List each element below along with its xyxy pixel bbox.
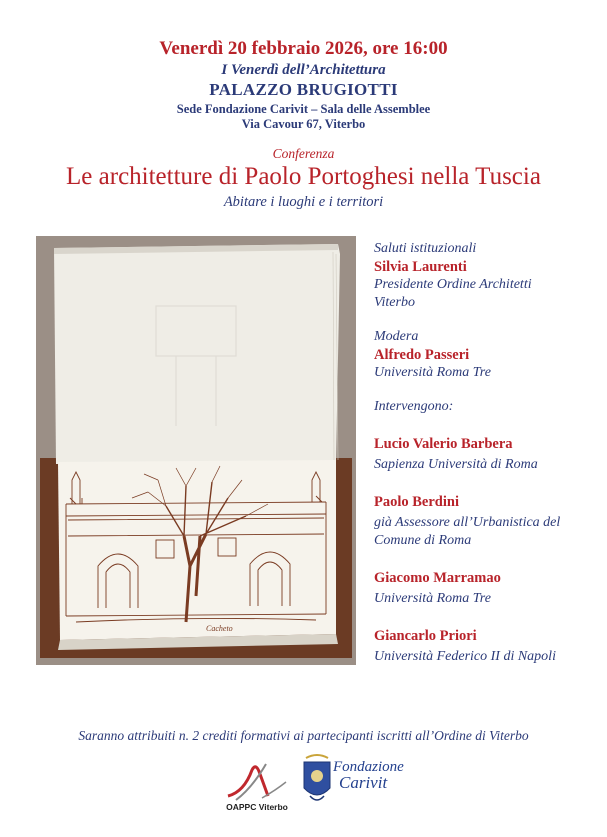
speaker-name: Giancarlo Priori — [374, 628, 477, 644]
sketchbook-image — [36, 236, 356, 665]
venue-address: Via Cavour 67, Viterbo — [241, 117, 366, 131]
speaker-item — [374, 569, 594, 608]
moderator-label: Modera — [374, 329, 419, 344]
speaker-role: già Assessore all’Urbanistica del — [374, 515, 561, 530]
speaker-name: Paolo Berdini — [374, 494, 459, 510]
greetings-role: Presidente Ordine Architetti — [374, 277, 532, 292]
event-type: Conferenza — [272, 146, 335, 161]
speaker-role: Università Roma Tre — [374, 591, 491, 606]
oappc-label: OAPPC Viterbo — [226, 802, 288, 812]
speaker-role: Sapienza Università di Roma — [374, 457, 538, 472]
speaker-item — [374, 435, 594, 474]
carivit-logo-text — [333, 760, 404, 790]
carivit-line1: Fondazione — [333, 759, 404, 775]
speaker-name: Lucio Valerio Barbera — [374, 436, 513, 452]
greetings-role-city: Viterbo — [374, 295, 415, 310]
credits-note: Saranno attribuiti n. 2 crediti formativi ai partecipanti iscritti all’Ordine di Viterbo — [78, 728, 529, 743]
greetings-name: Silvia Laurenti — [374, 259, 467, 275]
event-series: I Venerdì dell’Architettura — [221, 62, 386, 78]
carivit-emblem-icon — [300, 752, 334, 808]
speaker-role-line2: Comune di Roma — [374, 533, 472, 548]
event-subtitle: Abitare i luoghi e i territori — [223, 194, 384, 210]
carivit-line2: Carivit — [339, 773, 388, 792]
venue-name: PALAZZO BRUGIOTTI — [209, 80, 398, 99]
greetings-block — [374, 240, 594, 312]
speaker-role: Università Federico II di Napoli — [374, 649, 556, 664]
speaker-item — [374, 493, 594, 550]
moderator-name: Alfredo Passeri — [374, 347, 470, 363]
speaker-item — [374, 627, 594, 666]
venue-location: Sede Fondazione Carivit – Sala delle Assemblee — [176, 102, 431, 116]
event-date: Venerdì 20 febbraio 2026, ore 16:00 — [159, 38, 448, 59]
event-title: Le architetture di Paolo Portoghesi nella Tuscia — [66, 163, 541, 190]
moderator-block — [374, 328, 594, 382]
program — [374, 240, 594, 685]
moderator-role: Università Roma Tre — [374, 365, 491, 380]
speakers-label: Intervengono: — [374, 399, 454, 414]
greetings-label: Saluti istituzionali — [374, 241, 477, 256]
speaker-name: Giacomo Marramao — [374, 570, 501, 586]
svg-text:Cacheto: Cacheto — [206, 624, 233, 633]
